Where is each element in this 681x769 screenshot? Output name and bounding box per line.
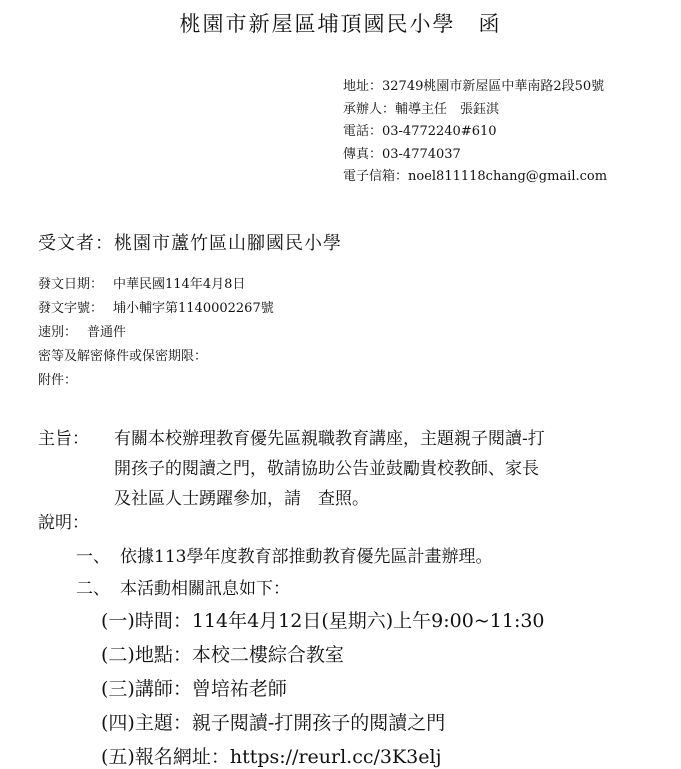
detail-text: 時間：114年4月12日(星期六)上午9:00~11:30 xyxy=(134,610,545,632)
document-title: 桃園市新屋區埔頂國民小學 函 xyxy=(179,12,502,36)
detail-number: (五) xyxy=(101,746,135,768)
item-text: 依據113學年度教育部推動教育優先區計畫辦理。 xyxy=(120,547,493,567)
issue-date-row xyxy=(38,273,274,297)
document-meta-block xyxy=(38,273,274,393)
subject-text xyxy=(114,424,678,514)
sender-contact-block xyxy=(343,76,607,189)
item-text: 本活動相關訊息如下： xyxy=(120,579,290,599)
detail-number: (三) xyxy=(101,678,135,700)
explanation-label: 說明： xyxy=(38,513,89,533)
sender-fax: 傳真：03-4774037 xyxy=(343,146,461,162)
attachment-row xyxy=(38,369,274,393)
issue-date-label: 發文日期： xyxy=(38,277,104,292)
item-number: 二、 xyxy=(76,579,110,599)
detail-number: (一) xyxy=(101,610,135,632)
urgency-value: 普通件 xyxy=(87,325,127,340)
secrecy-row xyxy=(38,345,274,369)
document-number-value: 埔小輔字第1140002267號 xyxy=(113,301,274,316)
subject-label: 主旨： xyxy=(38,429,89,449)
attachment-label: 附件： xyxy=(38,373,78,388)
subject-line: 有關本校辦理教育優先區親職教育講座，主題親子閱讀-打 xyxy=(114,429,545,449)
item-number: 一、 xyxy=(76,547,110,567)
detail-item-registration-url xyxy=(101,742,441,769)
sender-handler: 承辦人：輔導主任 張鈺淇 xyxy=(343,101,500,117)
detail-number: (四) xyxy=(101,712,135,734)
secrecy-label: 密等及解密條件或保密期限： xyxy=(38,349,208,364)
detail-text: 主題：親子閱讀-打開孩子的閱讀之門 xyxy=(134,712,446,734)
issue-date-value: 中華民國114年4月8日 xyxy=(113,277,246,292)
detail-item-time xyxy=(101,606,545,633)
registration-url-text[interactable]: 報名網址：https://reurl.cc/3K3elj xyxy=(134,746,442,768)
explanation-item xyxy=(76,542,492,567)
detail-text: 講師：曾培祐老師 xyxy=(134,678,287,700)
subject-line: 及社區人士踴躍參加，請 查照。 xyxy=(114,489,369,509)
urgency-label: 速別： xyxy=(38,325,78,340)
detail-item-speaker xyxy=(101,674,287,701)
detail-item-location xyxy=(101,640,344,667)
document-number-label: 發文字號： xyxy=(38,301,104,316)
sender-phone: 電話：03-4772240#610 xyxy=(343,124,497,139)
explanation-item xyxy=(76,574,290,599)
subject-line: 開孩子的閱讀之門，敬請協助公告並鼓勵貴校教師、家長 xyxy=(114,459,539,479)
detail-number: (二) xyxy=(101,644,135,666)
detail-text: 地點：本校二樓綜合教室 xyxy=(134,644,344,666)
recipient-line: 受文者：桃園市蘆竹區山腳國民小學 xyxy=(38,233,342,254)
urgency-row xyxy=(38,321,274,345)
sender-address: 地址：32749桃園市新屋區中華南路2段50號 xyxy=(343,79,605,94)
document-number-row xyxy=(38,297,274,321)
detail-item-topic xyxy=(101,708,445,735)
sender-email: 電子信箱：noel811118chang@gmail.com xyxy=(343,169,608,184)
